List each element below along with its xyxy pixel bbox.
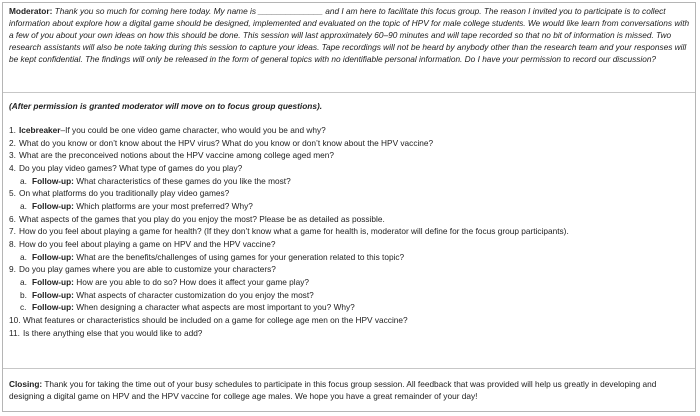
question-item [9, 314, 691, 327]
follow-up-label: Follow-up: [32, 200, 74, 211]
question-item [9, 238, 691, 251]
follow-up-letter: a. [20, 200, 27, 211]
question-number: 6. [9, 213, 16, 224]
question-number: 3. [9, 150, 16, 161]
question-text: Is there anything else that you would like to add? [23, 327, 203, 338]
question-number: 9. [9, 264, 16, 275]
question-text: Do you play games where you are able to customize your characters? [19, 264, 276, 275]
question-text: Which platforms are your most preferred? Why? [73, 200, 253, 211]
moderator-intro-section [3, 3, 695, 93]
question-item [9, 263, 691, 276]
moderator-label: Moderator: [9, 6, 53, 16]
question-number: 8. [9, 238, 16, 249]
follow-up-letter: c. [20, 302, 27, 313]
follow-up-item [9, 289, 691, 302]
question-number: 5. [9, 188, 16, 199]
follow-up-label: Follow-up: [32, 251, 74, 262]
question-text: Do you play video games? What type of games do you play? [19, 162, 243, 173]
follow-up-item [9, 175, 691, 188]
question-item [9, 149, 691, 162]
closing-section [3, 369, 695, 411]
focus-group-guide-table [2, 2, 696, 412]
question-text: What are the preconceived notions about the HPV vaccine among college aged men? [19, 150, 335, 161]
question-item [9, 213, 691, 226]
follow-up-item [9, 251, 691, 264]
question-text: How do you feel about playing a game on HPV and the HPV vaccine? [19, 238, 276, 249]
follow-up-label: Follow-up: [32, 302, 74, 313]
question-item [9, 137, 691, 150]
question-text: What aspects of character customization do you enjoy the most? [73, 289, 314, 300]
follow-up-item [9, 301, 691, 314]
follow-up-letter: b. [20, 289, 27, 300]
question-item [9, 327, 691, 340]
question-text: –If you could be one video game character, who would you be and why? [60, 125, 326, 135]
question-item [9, 124, 691, 137]
question-text: What do you know or don’t know about the HPV virus? What do you know or don’t know about the HPV vaccine? [19, 137, 434, 148]
question-text: What characteristics of these games do you like the most? [73, 175, 291, 186]
question-number: 7. [9, 226, 16, 237]
follow-up-letter: a. [20, 175, 27, 186]
question-text: What features or characteristics should be included on a game for college age men on the HPV vaccine? [23, 314, 408, 325]
follow-up-label: Follow-up: [32, 175, 74, 186]
follow-up-item [9, 276, 691, 289]
question-text: How do you feel about playing a game for health? (If they don’t know what a game for health is, moderator will define for the focus group participants). [19, 226, 569, 237]
question-number: 2. [9, 137, 16, 148]
questions-section [3, 93, 695, 369]
follow-up-letter: a. [20, 251, 27, 262]
question-text: What are the benefits/challenges of using games for your generation related to this topic? [73, 251, 405, 262]
closing-text: Thank you for taking the time out of your busy schedules to participate in this focus group session. All feedback that was provided will help us greatly in developing and designing a digital game on HPV and the HPV vaccine for college age males. We hope you have a great remainder of your day! [9, 379, 657, 402]
follow-up-letter: a. [20, 276, 27, 287]
question-text: What aspects of the games that you play do you enjoy the most? Please be as detailed as possible. [19, 213, 385, 224]
question-text: How are you able to do so? How does it affect your game play? [73, 276, 309, 287]
question-number: 4. [9, 162, 16, 173]
question-item [9, 187, 691, 200]
question-item [9, 162, 691, 175]
question-number: 10. [9, 314, 21, 325]
question-number: 11. [9, 327, 20, 338]
follow-up-item [9, 200, 691, 213]
icebreaker-label: Icebreaker [19, 125, 61, 135]
question-text: On what platforms do you traditionally play video games? [19, 188, 230, 199]
closing-label: Closing: [9, 379, 43, 389]
question-item [9, 225, 691, 238]
question-number: 1. [9, 125, 16, 135]
question-text: When designing a character what aspects are most important to you? Why? [73, 302, 355, 313]
follow-up-label: Follow-up: [32, 289, 74, 300]
question-list [9, 124, 691, 339]
moderator-intro-text: Thank you so much for coming here today. My name is ______________ and I am here to facilitate this focus group. The reason I invited you to participate is to collect information about explore how a digital game should be designed, implemented and evaluated on the topic of HPV for male college students. We would like learn from conversations with a few of you about your own ideas on how this should be done. This session will last approximately 60–90 minutes and will tape recorded so that no bit of information is missed. Two research assistants will also be note taking during this session to capture your ideas. Tape recordings will not be heard by anybody other than the research team and your responses will be kept confidential. The findings will only be released in the form of general topics with no identifiable personal information. Do I have your permission to record our discussion? [9, 6, 690, 65]
follow-up-label: Follow-up: [32, 276, 74, 287]
permission-note: (After permission is granted moderator will move on to focus group questions). [9, 101, 323, 111]
